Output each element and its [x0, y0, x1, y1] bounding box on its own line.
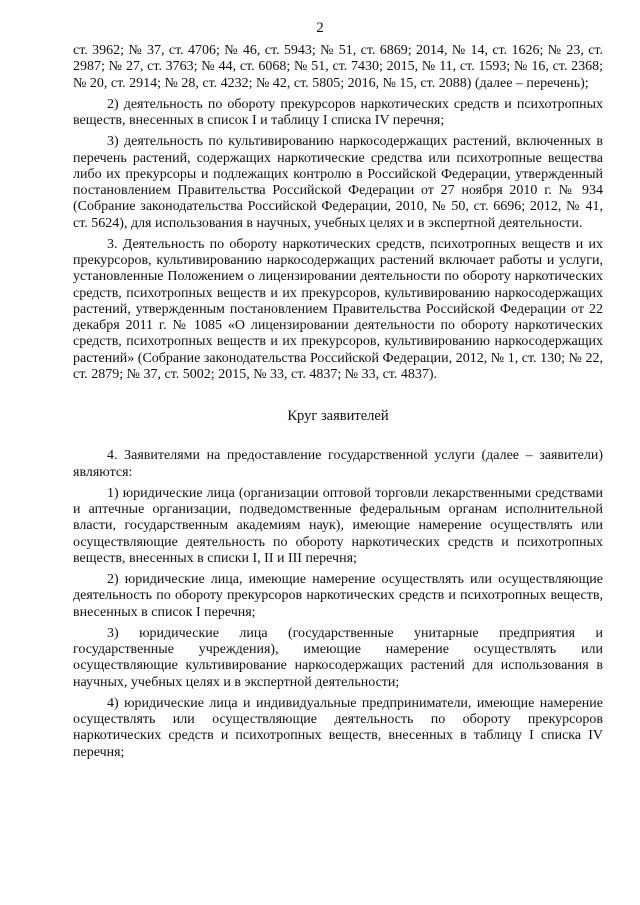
- paragraph-section-3: 3. Деятельность по обороту наркотических средств, психотропных веществ и их прекурсоров, культивированию наркосодержащих растений включает работы и услуги, установленные Положением о лицензировании деятельности по обороту наркотических средств, психотропных веществ и их прекурсоров, культивированию наркосодержащих растений, утвержденным постановлением Правительства Российской Федерации от 22 декабря 2011 г. № 1085 «О лицензировании деятельности по обороту наркотических средств, психотропных веществ и их прекурсоров, культивированию наркосодержащих растений» (Собрание законодательства Российской Федерации, 2012, № 1, ст. 130; № 22, ст. 2879; № 37, ст. 5002; 2015, № 33, ст. 4837; № 33, ст. 4837).: [73, 236, 603, 382]
- paragraph-applicant-item-3: 3) юридические лица (государственные унитарные предприятия и государственные учреждения), имеющие намерение осуществлять или осуществляющие культивирование наркосодержащих растений для использования в научных, учебных целях и в экспертной деятельности;: [73, 625, 603, 690]
- page-number: 2: [316, 20, 324, 36]
- paragraph-item-3-cultivation: 3) деятельность по культивированию наркосодержащих растений, включенных в перечень растений, содержащих наркотические средства или психотропные вещества либо их прекурсоры и подлежащих контролю в Российской Федерации, утвержденный постановлением Правительства Российской Федерации от 27 ноября 2010 г. № 934 (Собрание законодательства Российской Федерации, 2010, № 50, ст. 6696; 2012, № 41, ст. 5624), для использования в научных, учебных целях и в экспертной деятельности.: [73, 134, 603, 231]
- paragraph-item-2-precursors: 2) деятельность по обороту прекурсоров наркотических средств и психотропных веществ, внесенных в список I и таблицу I списка IV перечня;: [73, 96, 603, 128]
- section-heading-applicants: Круг заявителей: [287, 408, 389, 424]
- paragraph-references-continuation: ст. 3962; № 37, ст. 4706; № 46, ст. 5943; № 51, ст. 6869; 2014, № 14, ст. 1626; № 23, ст. 2987; № 27, ст. 3763; № 44, ст. 6068; № 51, ст. 7430; 2015, № 11, ст. 1593; № 16, ст. 2368; № 20, ст. 2914; № 28, ст. 4232; № 42, ст. 5805; 2016, № 15, ст. 2088) (далее – перечень);: [73, 43, 603, 91]
- paragraph-applicant-item-2: 2) юридические лица, имеющие намерение осуществлять или осуществляющие деятельность по обороту прекурсоров наркотических средств и психотропных веществ, внесенных в список I перечня;: [73, 572, 603, 620]
- paragraph-applicant-item-4: 4) юридические лица и индивидуальные предприниматели, имеющие намерение осуществлять или осуществляющие деятельность по обороту прекурсоров наркотических средств и психотропных веществ, внесенных в таблицу I списка IV перечня;: [73, 695, 603, 760]
- document-body: [73, 43, 603, 766]
- paragraph-applicant-item-1: 1) юридические лица (организации оптовой торговли лекарственными средствами и аптечные организации, подведомственные федеральным органам исполнительной власти, государственным академиям наук), имеющие намерение осуществлять или осуществляющие деятельность по обороту наркотических средств и психотропных веществ, внесенных в списки I, II и III перечня;: [73, 485, 603, 566]
- paragraph-section-4: 4. Заявителями на предоставление государственной услуги (далее – заявители) являются:: [73, 448, 603, 480]
